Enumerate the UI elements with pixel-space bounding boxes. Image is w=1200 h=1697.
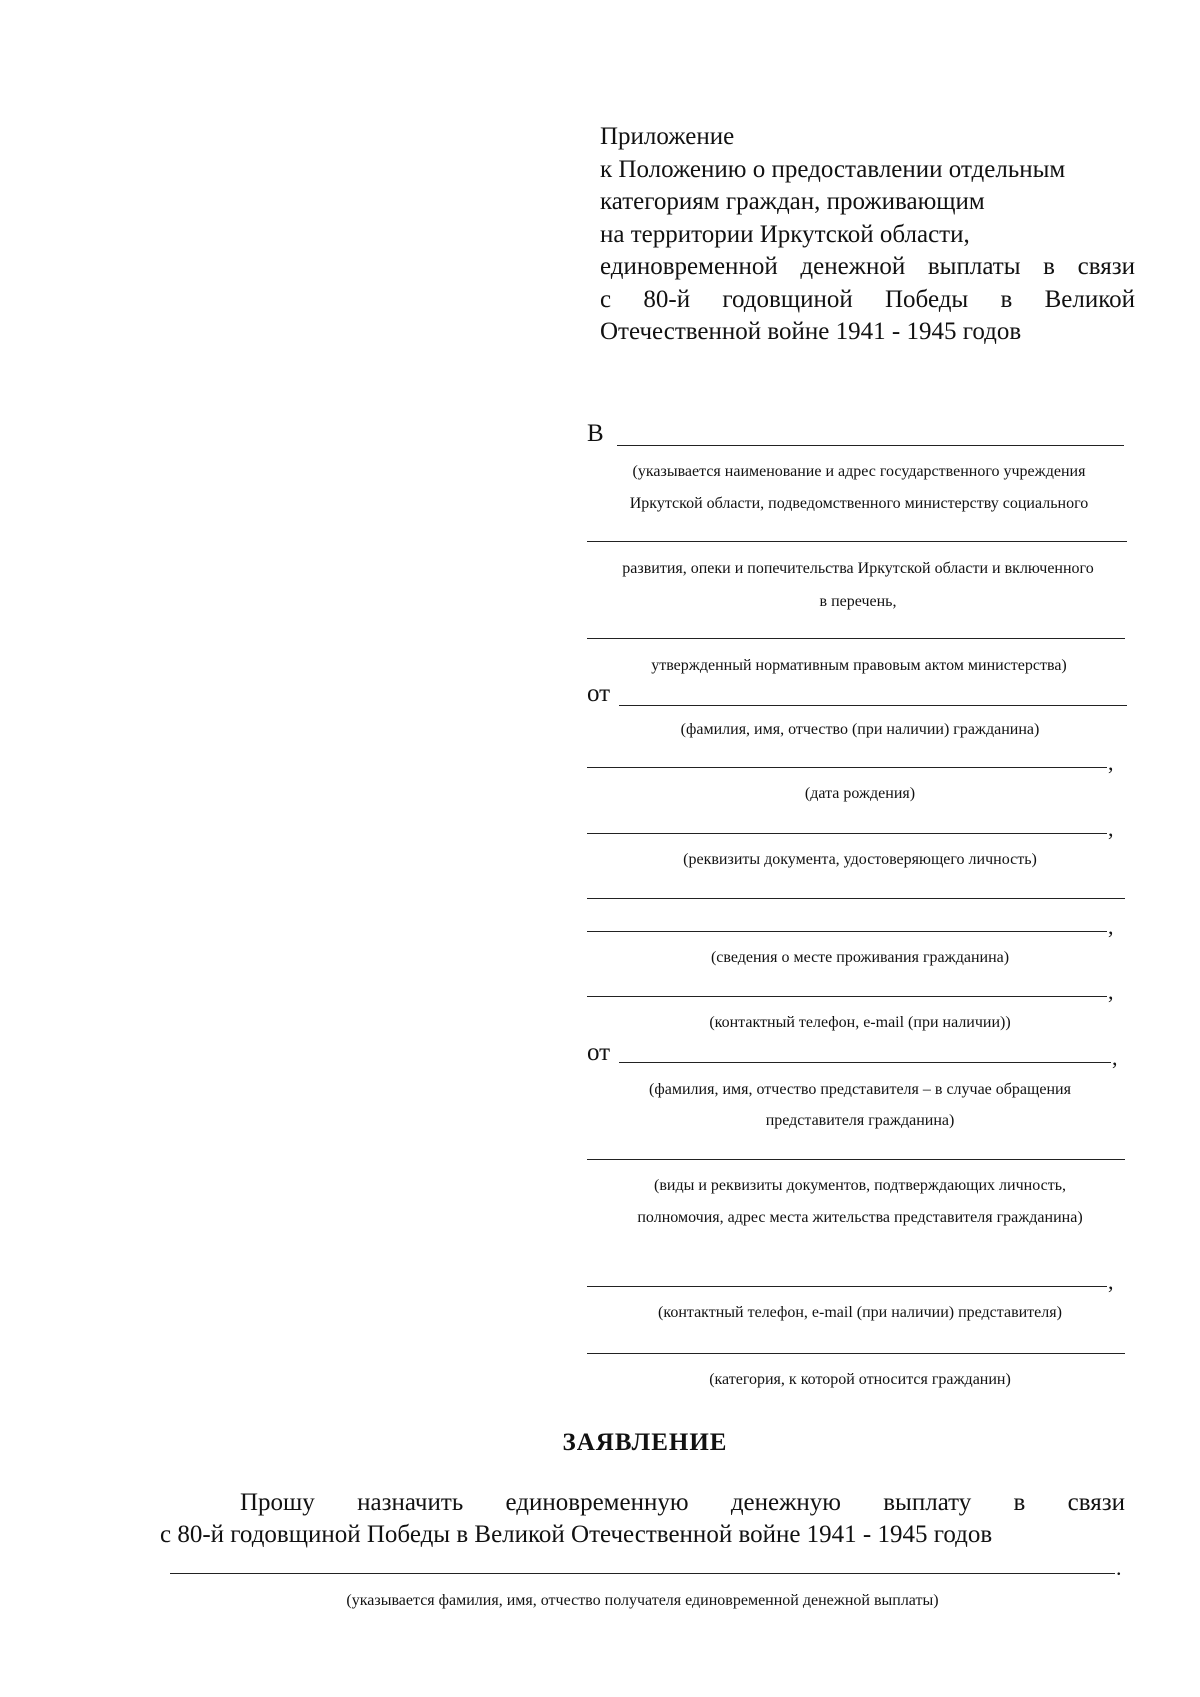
comma: ,: [1108, 914, 1114, 939]
period: .: [1116, 1555, 1122, 1580]
institution-caption: развития, опеки и попечительства Иркутской области и включенного: [622, 560, 1094, 577]
representative-docs-caption: (виды и реквизиты документов, подтверждающих личность,: [654, 1177, 1066, 1194]
from-prefix: от: [587, 680, 611, 707]
appendix-line: категориям граждан, проживающим: [600, 188, 985, 215]
institution-caption: в перечень,: [819, 593, 897, 610]
appendix-header: [600, 121, 1135, 349]
residence-caption: (сведения о месте проживания гражданина): [710, 949, 1010, 966]
birthdate-field[interactable]: [587, 767, 1107, 768]
id-doc-field[interactable]: [587, 833, 1107, 834]
representative-docs-field[interactable]: [587, 1159, 1125, 1160]
residence-field[interactable]: [587, 898, 1125, 899]
contact-field[interactable]: [587, 996, 1107, 997]
appendix-title: Приложение: [600, 123, 735, 150]
category-caption: (категория, к которой относится гражданин): [709, 1371, 1011, 1388]
representative-fio-field[interactable]: [619, 1062, 1111, 1063]
institution-field[interactable]: [587, 541, 1127, 542]
recipient-fio-caption: (указывается фамилия, имя, отчество получателя единовременной денежной выплаты): [346, 1592, 939, 1609]
institution-caption: Иркутской области, подведомственного министерству социального: [629, 495, 1089, 512]
citizen-fio-field[interactable]: [619, 705, 1127, 706]
institution-field[interactable]: [587, 638, 1125, 639]
representative-contact-field[interactable]: [587, 1286, 1107, 1287]
comma: ,: [1108, 979, 1114, 1004]
statement-text: [160, 1487, 1125, 1551]
to-prefix: В: [587, 420, 604, 447]
institution-caption: утвержденный нормативным правовым актом министерства): [651, 657, 1067, 674]
representative-docs-caption: полномочия, адрес места жительства представителя гражданина): [637, 1209, 1083, 1226]
comma: ,: [1108, 1269, 1114, 1294]
institution-caption: (указывается наименование и адрес государственного учреждения: [632, 463, 1086, 480]
appendix-line: с 80-й годовщиной Победы в Великой: [600, 285, 1135, 313]
appendix-line: Отечественной войне 1941 - 1945 годов: [600, 318, 1022, 345]
appendix-line: на территории Иркутской области,: [600, 220, 970, 248]
contact-caption: (контактный телефон, e-mail (при наличии)): [709, 1014, 1011, 1031]
appendix-line: к Положению о предоставлении отдельным: [600, 155, 1066, 183]
birthdate-caption: (дата рождения): [804, 785, 916, 802]
id-doc-caption: (реквизиты документа, удостоверяющего личность): [683, 851, 1037, 868]
representative-fio-caption: (фамилия, имя, отчество представителя – в случае обращения: [649, 1081, 1071, 1098]
representative-contact-caption: (контактный телефон, e-mail (при наличии) представителя): [658, 1304, 1062, 1321]
statement-title: ЗАЯВЛЕНИЕ: [562, 1429, 728, 1456]
comma: ,: [1112, 1045, 1118, 1070]
representative-fio-caption: представителя гражданина): [765, 1112, 955, 1129]
statement-line: Прошу назначить единовременную денежную выплату в связи: [240, 1489, 1125, 1516]
recipient-fio-field[interactable]: [170, 1573, 1115, 1574]
citizen-fio-caption: (фамилия, имя, отчество (при наличии) гражданина): [680, 721, 1040, 738]
from-prefix: от: [587, 1039, 611, 1066]
residence-field[interactable]: [587, 931, 1107, 932]
comma: ,: [1108, 750, 1114, 775]
appendix-line: единовременной денежной выплаты в связи: [600, 253, 1135, 280]
statement-line: с 80-й годовщиной Победы в Великой Отечественной войне 1941 - 1945 годов: [160, 1521, 993, 1548]
comma: ,: [1108, 816, 1114, 841]
category-field[interactable]: [587, 1353, 1125, 1354]
institution-field[interactable]: [617, 445, 1124, 446]
